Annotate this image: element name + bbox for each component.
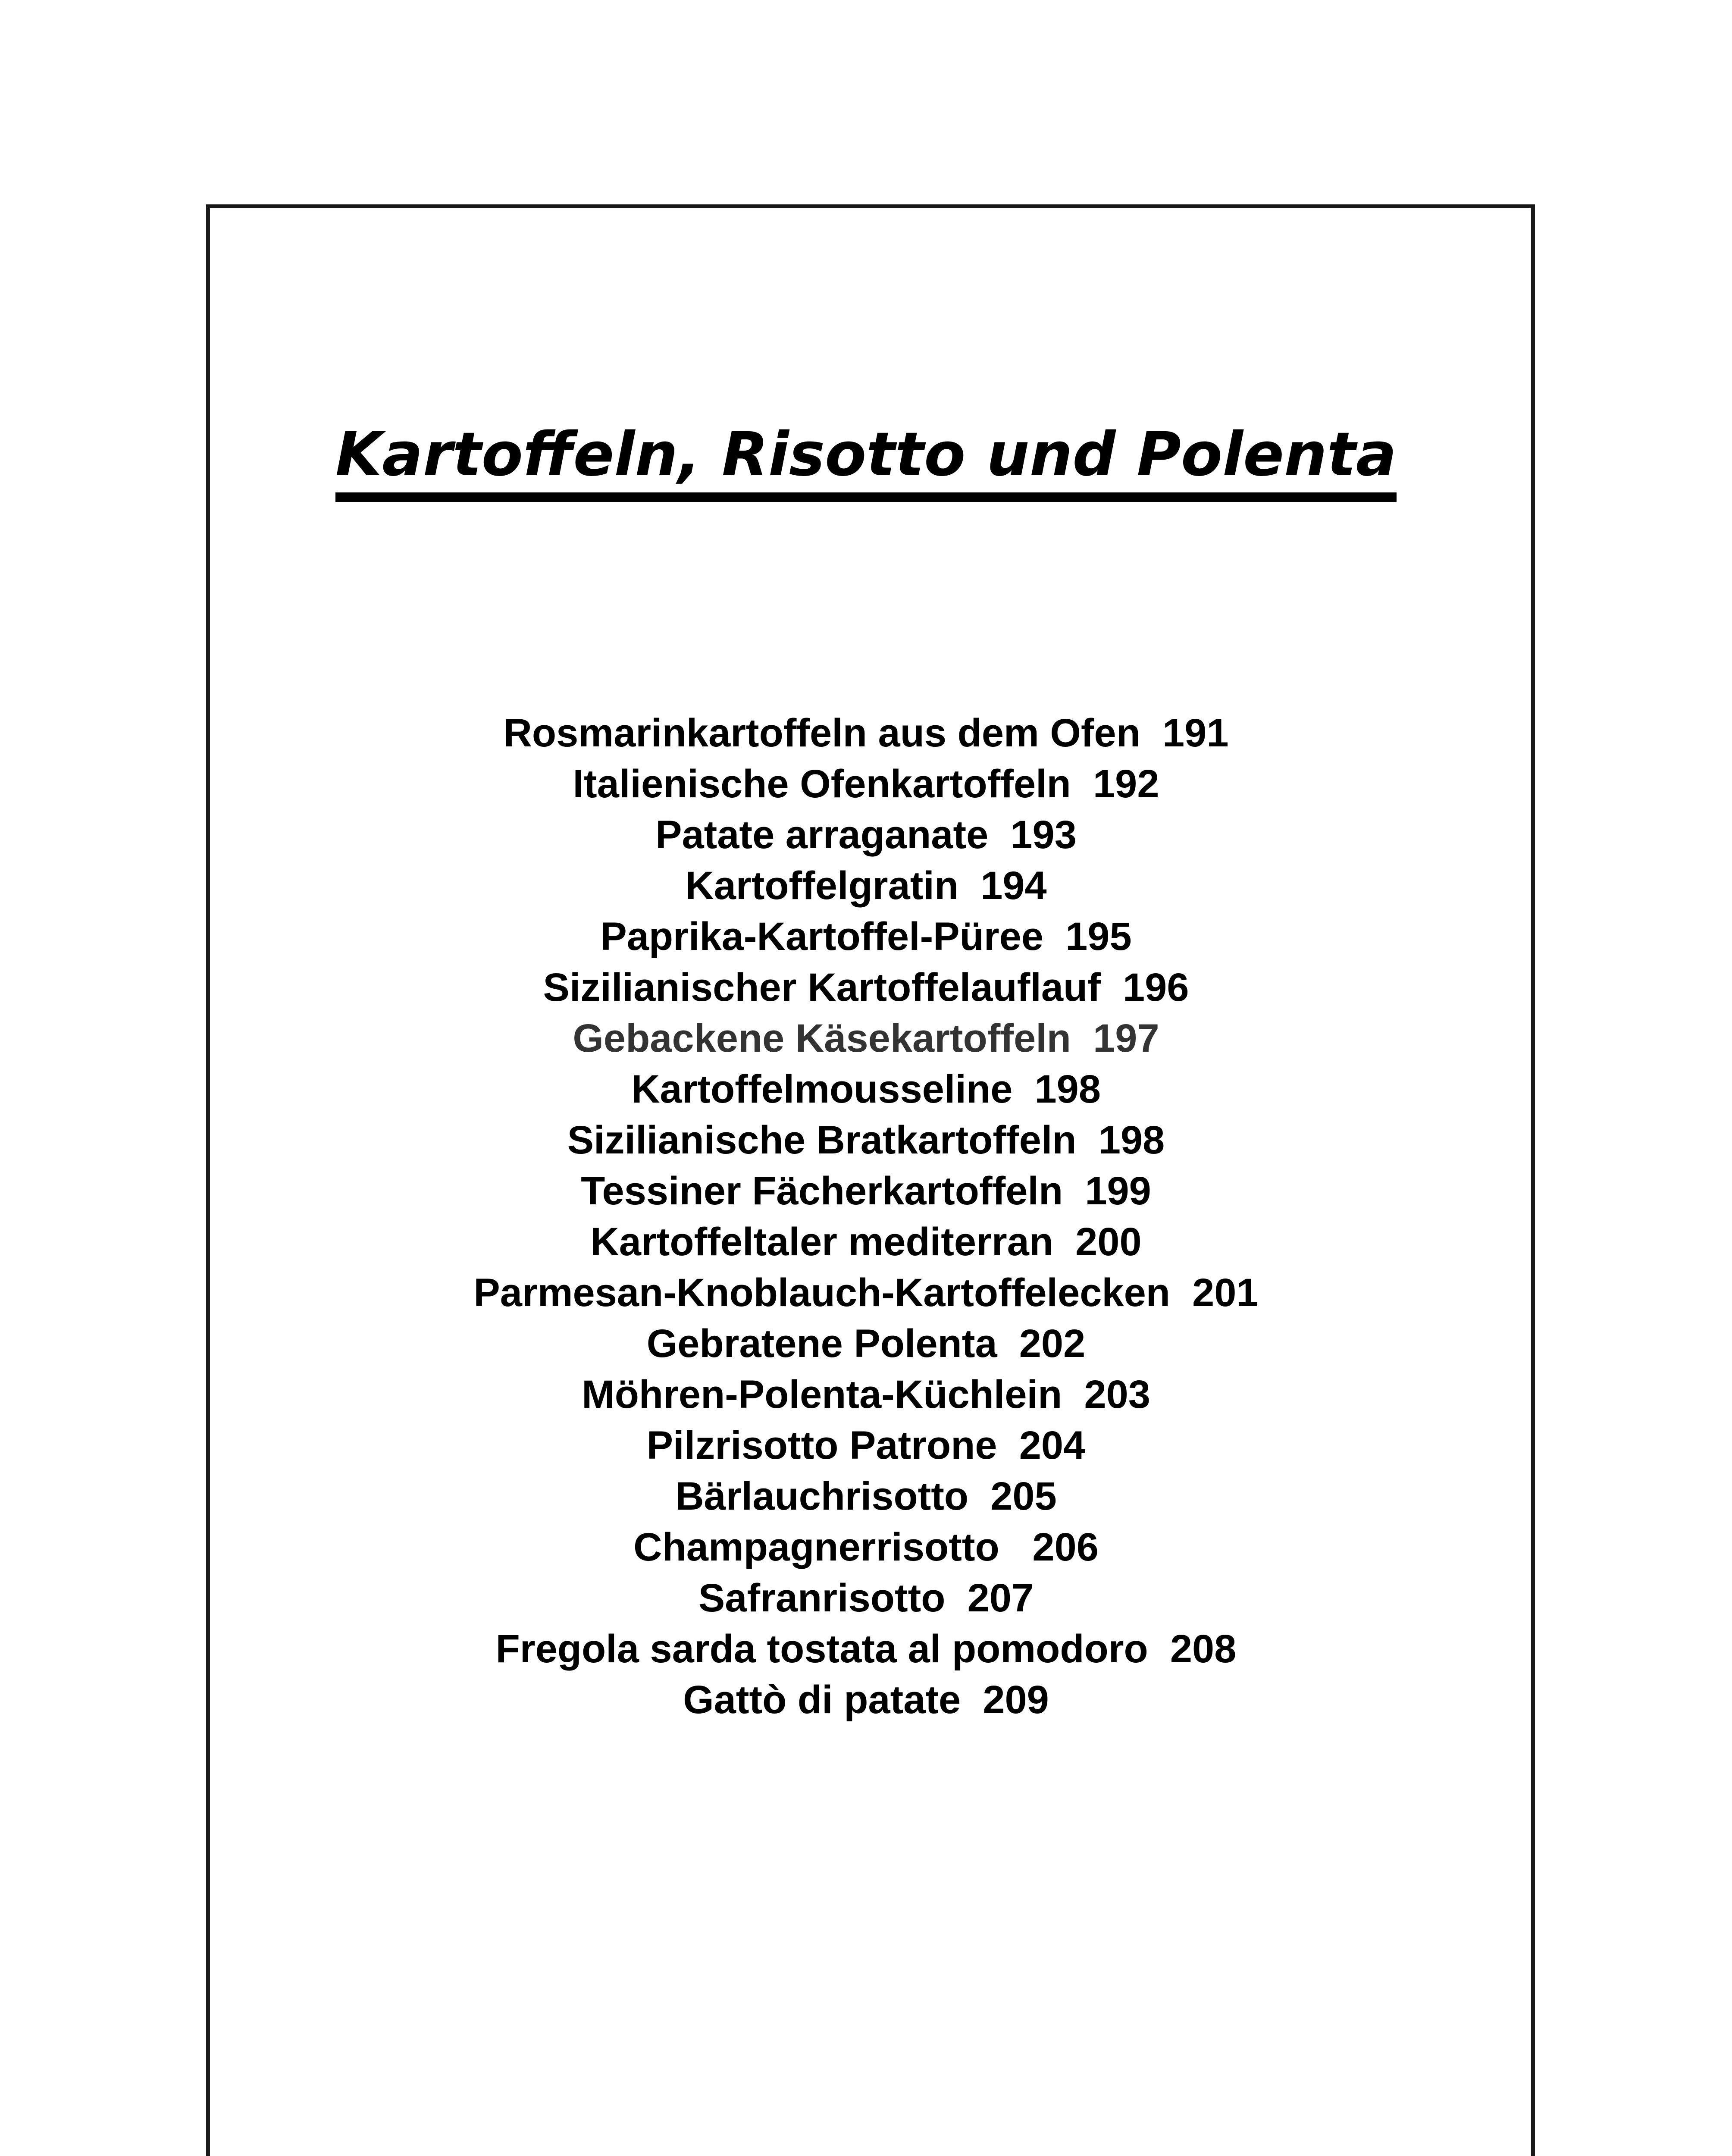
toc-entry-title: Patate arraganate: [655, 813, 989, 857]
toc-entry: [0, 1064, 1732, 1115]
toc-entry: [0, 1573, 1732, 1623]
toc-entry-title: Safranrisotto: [698, 1576, 946, 1620]
toc-entry: [0, 809, 1732, 860]
toc-entry-title: Paprika-Kartoffel-Püree: [600, 915, 1043, 959]
toc-entry: [0, 1420, 1732, 1471]
toc-entry-title: Parmesan-Knoblauch-Kartoffelecken: [473, 1271, 1170, 1315]
toc-entry-page: 200: [1075, 1220, 1142, 1264]
toc-entry: [0, 911, 1732, 962]
toc-entry: [0, 1522, 1732, 1573]
toc-entry-title: Fregola sarda tostata al pomodoro: [495, 1627, 1148, 1671]
toc-entry-title: Sizilianische Bratkartoffeln: [567, 1118, 1077, 1162]
toc-entry-page: 207: [967, 1576, 1034, 1620]
toc-entry-title: Champagnerrisotto: [633, 1525, 999, 1569]
section-title-text: Kartoffeln, Risotto und Polenta: [335, 417, 1397, 502]
toc-entry-title: Kartoffelgratin: [685, 864, 959, 908]
toc-entry: [0, 758, 1732, 809]
toc-entry-title: Tessiner Fächerkartoffeln: [581, 1169, 1063, 1213]
toc-entry-title: Kartoffeltaler mediterran: [590, 1220, 1053, 1264]
toc-entry: [0, 962, 1732, 1013]
toc-entry-page: 204: [1019, 1423, 1086, 1467]
toc-entry: [0, 1674, 1732, 1725]
toc-entry: [0, 860, 1732, 911]
toc-entry-page: 198: [1098, 1118, 1165, 1162]
toc-entry-title: Rosmarinkartoffeln aus dem Ofen: [503, 711, 1140, 755]
toc-entry: [0, 1369, 1732, 1420]
toc-entry-page: 202: [1019, 1322, 1086, 1366]
toc-entry-page: 198: [1034, 1067, 1101, 1111]
toc-entry-page: 199: [1085, 1169, 1151, 1213]
toc-entry: [0, 1267, 1732, 1318]
toc-entry-title: Kartoffelmousseline: [631, 1067, 1013, 1111]
toc-entry-title: Pilzrisotto Patrone: [646, 1423, 997, 1467]
toc-entry: [0, 1166, 1732, 1216]
toc-entry-page: 208: [1170, 1627, 1237, 1671]
toc-entry-title: Gebackene Käsekartoffeln: [573, 1016, 1071, 1060]
toc-entry-title: Gebratene Polenta: [646, 1322, 997, 1366]
toc-entry-title: Bärlauchrisotto: [675, 1474, 969, 1518]
toc-entry-page: 192: [1093, 762, 1159, 806]
table-of-contents: [0, 708, 1732, 1725]
toc-entry-page: 197: [1093, 1016, 1159, 1060]
toc-entry-page: 195: [1065, 915, 1132, 959]
toc-entry-page: 196: [1123, 965, 1189, 1009]
toc-entry-title: Möhren-Polenta-Küchlein: [582, 1373, 1062, 1416]
section-title: [0, 412, 1732, 502]
toc-entry: [0, 1216, 1732, 1267]
toc-entry: [0, 1318, 1732, 1369]
toc-entry-page: 194: [980, 864, 1047, 908]
toc-entry-page: 191: [1162, 711, 1229, 755]
toc-entry-page: 201: [1192, 1271, 1259, 1315]
toc-entry: [0, 1623, 1732, 1674]
toc-entry-title: Italienische Ofenkartoffeln: [573, 762, 1071, 806]
toc-entry-page: 193: [1010, 813, 1077, 857]
toc-entry-title: Sizilianischer Kartoffelauflauf: [543, 965, 1101, 1009]
toc-entry: [0, 1013, 1732, 1064]
toc-entry-title: Gattò di patate: [683, 1678, 961, 1722]
toc-entry-page: 209: [983, 1678, 1049, 1722]
toc-entry: [0, 1115, 1732, 1166]
toc-entry: [0, 708, 1732, 758]
toc-entry: [0, 1471, 1732, 1522]
toc-entry-page: 205: [990, 1474, 1057, 1518]
toc-entry-page: 206: [1032, 1525, 1099, 1569]
toc-entry-page: 203: [1084, 1373, 1150, 1416]
